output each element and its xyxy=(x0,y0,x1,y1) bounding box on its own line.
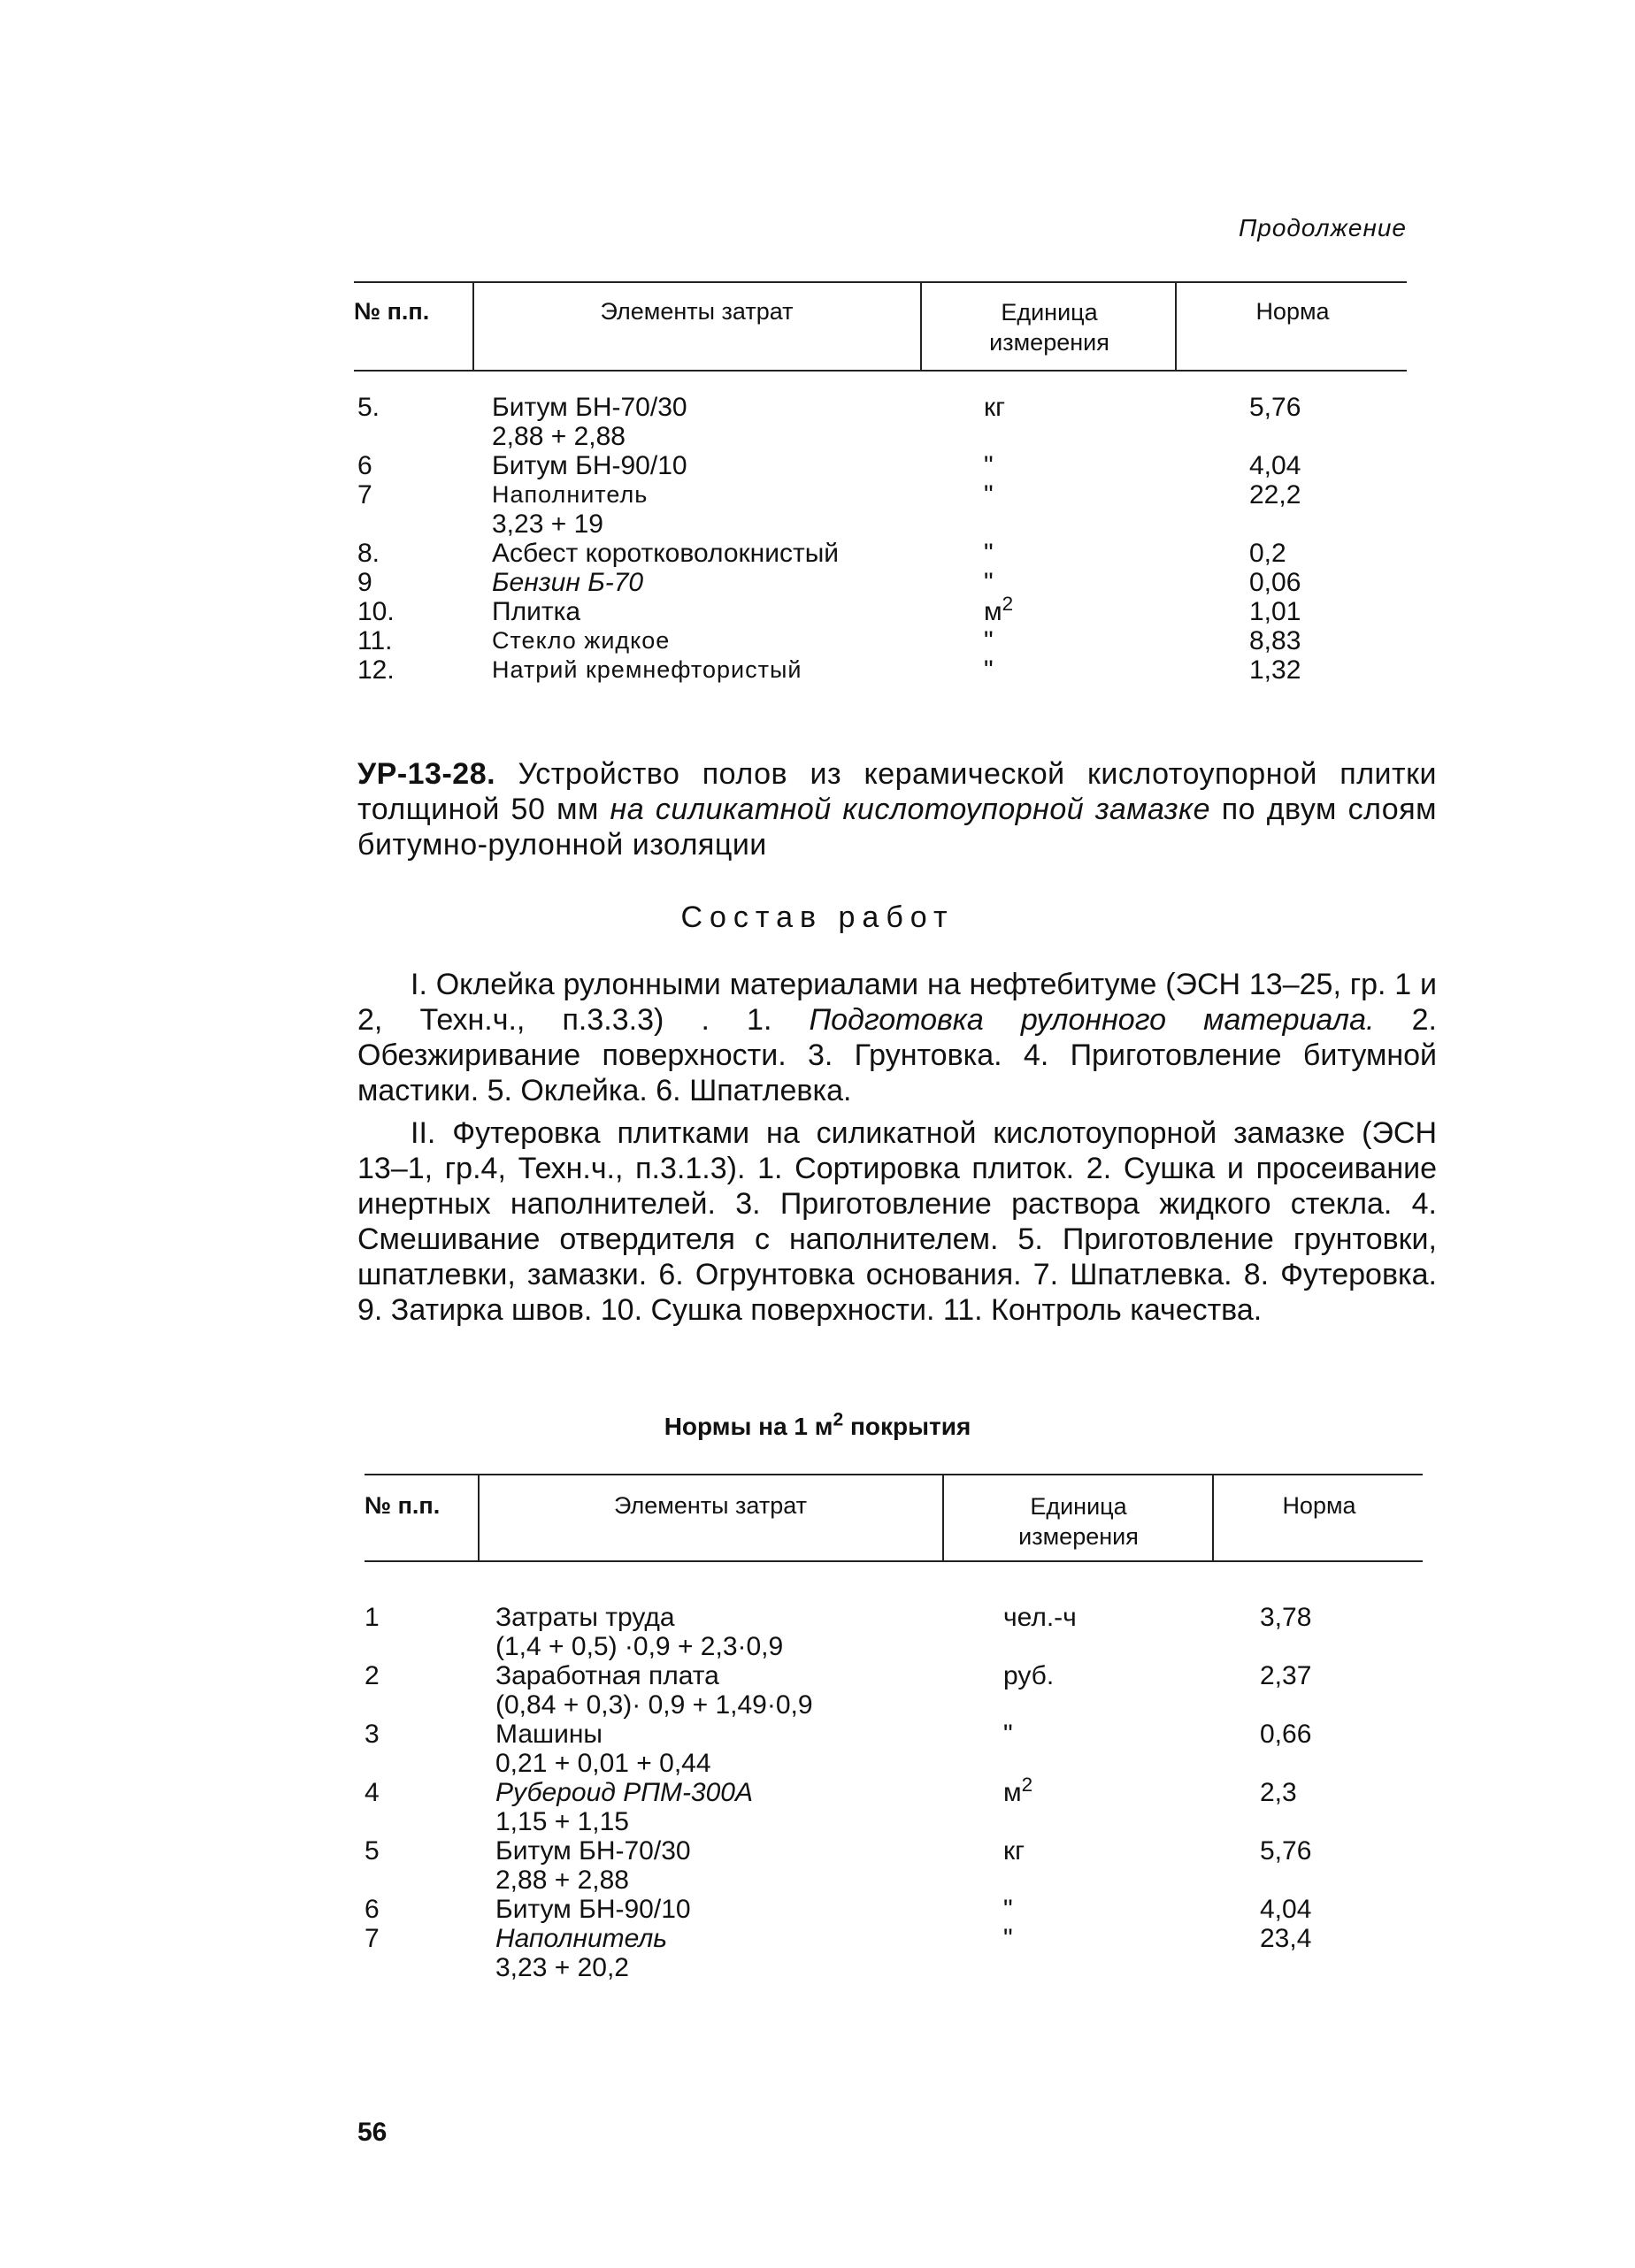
norms-title-text: Нормы на 1 м xyxy=(664,1413,833,1440)
table-2-col-divider xyxy=(1212,1474,1214,1560)
paragraph-text-italic: Подготовка рулонного материала. xyxy=(809,1003,1375,1037)
norms-title-text: покрытия xyxy=(843,1413,971,1440)
row-number: 7 xyxy=(365,1924,380,1953)
unit: $м^2$ xyxy=(1003,1773,1033,1807)
unit: " xyxy=(1003,1895,1013,1924)
table-2-header-rule xyxy=(365,1560,1423,1562)
table-2-header-norm: Норма xyxy=(1282,1492,1356,1519)
row-number: 6 xyxy=(365,1895,380,1924)
table-2-col-divider xyxy=(942,1474,944,1560)
unit: " xyxy=(984,539,994,568)
cost-element-name: Битум БН-90/10 xyxy=(492,451,687,480)
row-number: 3 xyxy=(365,1720,380,1749)
paragraph-text: 2. Обезжиривание поверхности. 3. Грунтовка. 4. Приготовление битумной мастики. 5. Оклейка. 6. Шпатлевка. xyxy=(357,1003,1437,1107)
norm-value: 5,76 xyxy=(1260,1836,1312,1866)
unit: " xyxy=(984,451,994,480)
table-1-col-divider xyxy=(472,281,474,370)
section-text: по двум слоям битумно-рулонной изоляции xyxy=(357,793,1437,862)
norm-value: 1,32 xyxy=(1249,655,1301,685)
table-1-header-norm: Норма xyxy=(1255,298,1330,325)
cost-element-name: Наполнитель xyxy=(492,481,649,508)
formula: 3,23 + 19 xyxy=(492,510,603,539)
unit: руб. xyxy=(1003,1661,1055,1690)
table-1-col-divider xyxy=(1175,281,1177,370)
unit: кг xyxy=(1003,1836,1025,1866)
row-number: 11. xyxy=(357,626,393,655)
section-text: Устройство полов из керамической кислотоупорной плитки толщиной 50 мм xyxy=(357,757,1437,826)
unit: " xyxy=(1003,1924,1013,1953)
formula: 0,21 + 0,01 + 0,44 xyxy=(495,1749,711,1778)
formula: 2,88 + 2,88 xyxy=(495,1866,629,1895)
work-paragraph-1 xyxy=(357,967,1437,1108)
row-number: 8. xyxy=(357,539,380,568)
table-1-header-num: № п.п. xyxy=(354,298,430,325)
norm-value: 1,01 xyxy=(1249,597,1301,626)
paragraph-text: I. Оклейка рулонными материалами на нефтебитуме (ЭСН 13–25, гр. 1 и 2, Техн.ч., п.3.3.3) . 1. xyxy=(357,968,1437,1037)
norm-value: 22,2 xyxy=(1249,480,1301,510)
cost-element-name: Затраты труда xyxy=(495,1603,675,1632)
norm-value: 3,78 xyxy=(1260,1603,1312,1632)
norm-value: 23,4 xyxy=(1260,1924,1312,1953)
norms-title xyxy=(0,1409,1635,1441)
continuation-label: Продолжение xyxy=(1238,214,1407,241)
table-1-header-elements: Элементы затрат xyxy=(600,298,794,325)
page-number: 56 xyxy=(357,2118,388,2147)
cost-element-name: Наполнитель xyxy=(495,1924,668,1953)
formula: (1,4 + 0,5) ·0,9 + 2,3·0,9 xyxy=(495,1632,784,1661)
unit: " xyxy=(984,568,994,597)
unit: чел.-ч xyxy=(1003,1603,1077,1632)
formula: 3,23 + 20,2 xyxy=(495,1953,629,1982)
row-number: 9 xyxy=(357,568,372,597)
row-number: 12. xyxy=(357,655,395,685)
formula: 2,88 + 2,88 xyxy=(492,422,626,451)
row-number: 6 xyxy=(357,451,372,480)
table-1-header-unit: Единица измерения xyxy=(989,299,1109,356)
row-number: 5. xyxy=(357,393,380,422)
unit: $м^2$ xyxy=(984,592,1014,626)
section-code: УР-13-28. xyxy=(357,757,496,791)
norm-value: 5,76 xyxy=(1249,393,1301,422)
cost-element-name: Битум БН-70/30 xyxy=(492,393,687,422)
row-number: 7 xyxy=(357,480,372,510)
norm-value: 4,04 xyxy=(1260,1895,1312,1924)
row-number: 2 xyxy=(365,1661,380,1690)
unit: " xyxy=(984,626,994,655)
row-number: 5 xyxy=(365,1836,380,1866)
paragraph-text: II. Футеровка плитками на силикатной кислотоупорной замазке (ЭСН 13–1, гр.4, Техн.ч., п.3.1.3). 1. Сортировка плиток. 2. Сушка и просеивание инертных наполнителей. 3. Приготовление раствора жидкого стекла. 4. Смешивание отвердителя с наполнителем. 5. Приготовление грунтовки, шпатлевки, замазки. 6. Огрунтовка основания. 7. Шпатлевка. 8. Футеровка. 9. Затирка швов. 10. Сушка поверхности. 11. Контроль качества. xyxy=(357,1116,1437,1327)
norm-value: 0,2 xyxy=(1249,539,1286,568)
norm-value: 8,83 xyxy=(1249,626,1301,655)
unit: " xyxy=(984,655,994,685)
row-number: 4 xyxy=(365,1778,380,1807)
table-2-col-divider xyxy=(478,1474,480,1560)
formula: 1,15 + 1,15 xyxy=(495,1807,629,1836)
norm-value: 2,3 xyxy=(1260,1778,1297,1807)
row-number: 1 xyxy=(365,1603,380,1632)
cost-element-name: Асбест коротковолокнистый xyxy=(492,539,840,568)
norm-value: 0,06 xyxy=(1249,568,1301,597)
section-text-italic: на силикатной кислотоупорной замазке xyxy=(610,793,1210,826)
cost-element-name: Битум БН-90/10 xyxy=(495,1895,691,1924)
cost-element-name: Плитка xyxy=(492,597,581,626)
table-2-top-rule xyxy=(365,1474,1423,1475)
cost-element-name: Натрий кремнефтористый xyxy=(492,656,802,683)
norms-title-sup: 2 xyxy=(833,1409,844,1430)
norm-value: 2,37 xyxy=(1260,1661,1312,1690)
cost-element-name: Заработная плата xyxy=(495,1661,719,1690)
cost-element-name: Стекло жидкое xyxy=(492,627,671,654)
table-2-header-elements: Элементы затрат xyxy=(613,1492,808,1519)
cost-element-name: Битум БН-70/30 xyxy=(495,1836,691,1866)
table-2-header-num: № п.п. xyxy=(365,1492,441,1519)
cost-element-name: Рубероид РПМ-300А xyxy=(495,1778,753,1807)
formula: (0,84 + 0,3)· 0,9 + 1,49·0,9 xyxy=(495,1690,813,1720)
table-1-header-rule xyxy=(354,370,1407,372)
work-paragraph-2 xyxy=(357,1115,1437,1328)
unit: " xyxy=(984,480,994,510)
unit: " xyxy=(1003,1720,1013,1749)
table-1-top-rule xyxy=(354,281,1407,283)
cost-element-name: Машины xyxy=(495,1720,603,1749)
unit: кг xyxy=(984,393,1006,422)
norm-value: 0,66 xyxy=(1260,1720,1312,1749)
table-1-col-divider xyxy=(920,281,922,370)
cost-element-name: Бензин Б-70 xyxy=(492,568,644,597)
section-heading xyxy=(357,756,1437,862)
norm-value: 4,04 xyxy=(1249,451,1301,480)
row-number: 10. xyxy=(357,597,395,626)
table-2-header-unit: Единица измерения xyxy=(1018,1493,1139,1550)
work-composition-title: Состав работ xyxy=(680,900,955,934)
